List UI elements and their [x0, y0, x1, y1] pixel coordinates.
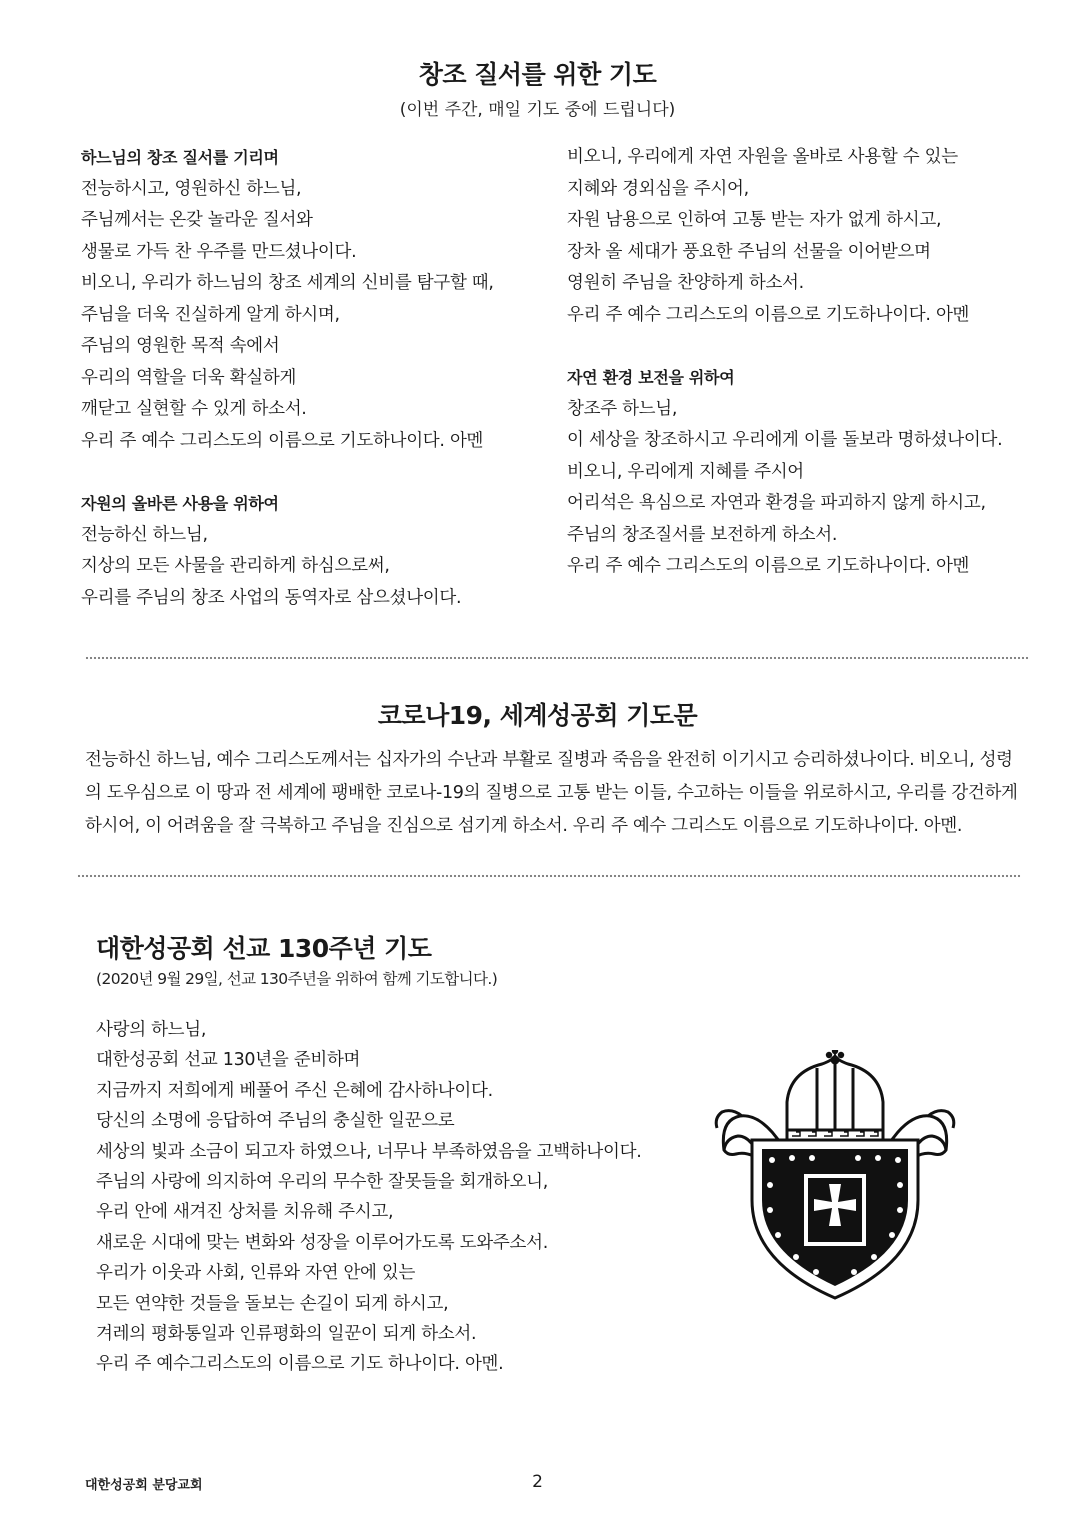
- prayer-line: 어리석은 욕심으로 자연과 환경을 파괴하지 않게 하시고,: [567, 493, 986, 513]
- prayer-line: 주님의 창조질서를 보전하게 하소서.: [567, 524, 838, 545]
- prayer-line: 지혜와 경외심을 주시어,: [567, 178, 749, 199]
- prayer-line: 이 세상을 창조하시고 우리에게 이를 돌보라 명하셨나이다.: [567, 430, 1003, 450]
- prayer-line: 세상의 빛과 소금이 되고자 하였으나, 너무나 부족하였음을 고백하나이다.: [96, 1141, 642, 1162]
- page-number: 2: [532, 1472, 543, 1492]
- prayer-heading-resources: 자원의 올바른 사용을 위하여: [81, 494, 279, 513]
- prayer-line: 생물로 가득 찬 우주를 만드셨나이다.: [81, 241, 357, 262]
- prayer-line: 지금까지 저희에게 베풀어 주신 은혜에 감사하나이다.: [96, 1080, 493, 1101]
- prayer-line: 주님을 더욱 진실하게 알게 하시며,: [81, 304, 340, 325]
- section3-title: 대한성공회 선교 130주년 기도: [96, 934, 432, 963]
- prayer-line: 우리 주 예수 그리스도의 이름으로 기도하나이다. 아멘: [567, 556, 970, 576]
- section1-subtitle: (이번 주간, 매일 기도 중에 드립니다): [399, 100, 676, 120]
- paragraph-line: 전능하신 하느님, 예수 그리스도께서는 십자가의 수난과 부활로 질병과 죽음을 완전히 이기시고 승리하셨나이다. 비오니, 성령: [85, 750, 1013, 770]
- prayer-line: 비오니, 우리에게 자연 자원을 올바로 사용할 수 있는: [567, 147, 958, 167]
- prayer-line: 우리가 이웃과 사회, 인류와 자연 안에 있는: [96, 1263, 416, 1284]
- prayer-heading-creation-order: 하느님의 창조 질서를 기리며: [81, 148, 279, 167]
- prayer-line: 우리 주 예수 그리스도의 이름으로 기도하나이다. 아멘: [567, 304, 970, 325]
- prayer-line: 비오니, 우리에게 지혜를 주시어: [567, 461, 804, 482]
- prayer-heading-environment: 자연 환경 보전을 위하여: [567, 368, 735, 387]
- prayer-line: 우리 주 예수그리스도의 이름으로 기도 하나이다. 아멘.: [96, 1354, 504, 1375]
- left-column: [81, 142, 494, 614]
- footer-church-name: 대한성공회 분당교회: [85, 1478, 203, 1493]
- prayer-line: 장차 올 세대가 풍요한 주님의 선물을 이어받으며: [567, 241, 931, 262]
- section2-title: 코로나19, 세계성공회 기도문: [377, 701, 698, 730]
- covid-prayer-paragraph: [85, 744, 1030, 843]
- prayer-line: 우리를 주님의 창조 사업의 동역자로 삼으셨나이다.: [81, 587, 462, 608]
- prayer-line: 전능하신 하느님,: [81, 524, 208, 545]
- prayer-line: 우리 안에 새겨진 상처를 치유해 주시고,: [96, 1202, 394, 1223]
- prayer-line: 새로운 시대에 맞는 변화와 성장을 이루어가도록 도와주소서.: [96, 1232, 548, 1253]
- prayer-line: 겨레의 평화통일과 인류평화의 일꾼이 되게 하소서.: [96, 1324, 477, 1345]
- section1-title: 창조 질서를 위한 기도: [418, 60, 657, 89]
- prayer-line: 영원히 주님을 찬양하게 하소서.: [567, 273, 804, 293]
- prayer-line: 자원 남용으로 인하여 고통 받는 자가 없게 하시고,: [567, 210, 942, 230]
- prayer-line: 지상의 모든 사물을 관리하게 하심으로써,: [81, 556, 390, 576]
- paragraph-line: 의 도우심으로 이 땅과 전 세계에 팽배한 코로나-19의 질병으로 고통 받는 이들, 수고하는 이들을 위로하시고, 우리를 강건하게: [85, 783, 1018, 803]
- prayer-line: 주님께서는 온갖 놀라운 질서와: [81, 210, 313, 230]
- shield-icon: [752, 1140, 918, 1298]
- prayer-line: 주님의 사랑에 의지하여 우리의 무수한 잘못들을 회개하오니,: [96, 1172, 548, 1193]
- prayer-line: 우리 주 예수 그리스도의 이름으로 기도하나이다. 아멘: [81, 430, 484, 451]
- diocese-coat-of-arms-emblem: [712, 1050, 958, 1300]
- prayer-line: 전능하시고, 영원하신 하느님,: [81, 178, 302, 199]
- right-column: [567, 142, 1002, 583]
- section-divider: [85, 656, 1030, 661]
- prayer-line: 대한성공회 선교 130년을 준비하며: [96, 1050, 361, 1071]
- anniversary-prayer: [96, 1015, 642, 1380]
- prayer-line: 창조주 하느님,: [567, 398, 678, 419]
- prayer-line: 비오니, 우리가 하느님의 창조 세계의 신비를 탐구할 때,: [81, 273, 494, 293]
- prayer-line: 사랑의 하느님,: [96, 1020, 207, 1040]
- prayer-line: 당신의 소명에 응답하여 주님의 충실한 일꾼으로: [96, 1111, 455, 1132]
- section3-subtitle: (2020년 9월 29일, 선교 130주년을 위하여 함께 기도합니다.): [96, 970, 498, 988]
- prayer-line: 깨닫고 실현할 수 있게 하소서.: [81, 399, 307, 419]
- mitre-icon: [787, 1056, 883, 1142]
- prayer-line: 주님의 영원한 목적 속에서: [81, 336, 280, 356]
- section-divider: [77, 874, 1021, 879]
- prayer-line: 우리의 역할을 더욱 확실하게: [81, 367, 297, 388]
- prayer-line: 모든 연약한 것들을 돌보는 손길이 되게 하시고,: [96, 1293, 449, 1314]
- paragraph-line: 하시어, 이 어려움을 잘 극복하고 주님을 진심으로 섬기게 하소서. 우리 주 예수 그리스도 이름으로 기도하나이다. 아멘.: [85, 816, 963, 836]
